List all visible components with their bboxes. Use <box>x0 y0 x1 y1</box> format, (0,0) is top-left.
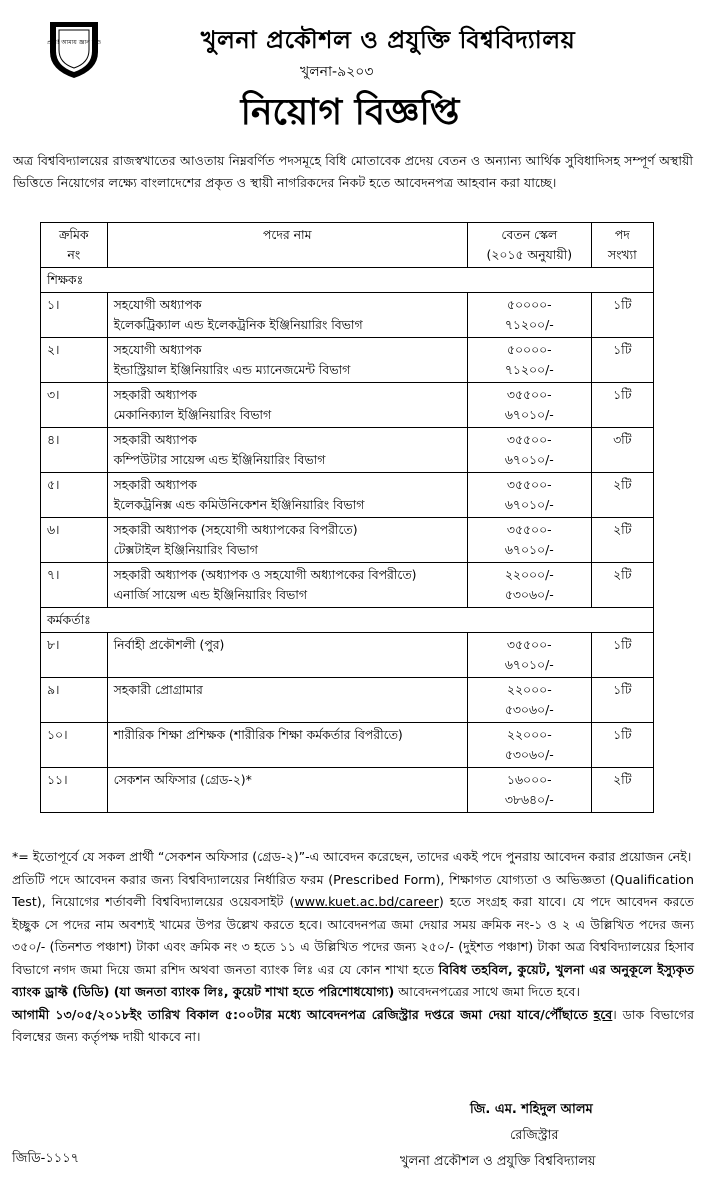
table-row: ৯। সহকারী প্রোগ্রামার ২২০০০- ৫৩০৬০/- ১টি <box>41 678 654 723</box>
footer-text <box>12 846 694 1049</box>
website-link[interactable]: www.kuet.ac.bd/career <box>294 894 439 909</box>
section-officers: কর্মকর্তাঃ <box>41 608 654 633</box>
section-teachers: শিক্ষকঃ <box>41 268 654 293</box>
signatory-name: জি. এম. শহিদুল আলম <box>470 1102 593 1117</box>
instructions-paragraph: প্রতিটি পদে আবেদন করার জন্য বিশ্ববিদ্যালয়ের নির্ধারিত ফরম (Prescribed Form), শিক্ষাগত যোগ্যতা ও অভিজ্ঞতা (Qualification Test), নিয়োগের শর্তাবলী বিশ্ববিদ্যালয়ের ওয়েবসাইট (www.kuet.ac.bd/career) হতে সংগ্রহ করা যাবে। যে পদে আবেদন করতে ইচ্ছুক সে পদের নাম অবশ্যই খামের উপর উল্লেখ করতে হবে। আবেদনপত্র জমা দেয়ার সময় ক্রমিক নং-১ ও ২ এ উল্লিখিত পদের জন্য ৩৫০/- (তিনশত পঞ্চাশ) টাকা এবং ক্রমিক নং ৩ হতে ১১ এ উল্লিখিত পদের জন্য ২৫০/- (দুইশত পঞ্চাশ) টাকা অত্র বিশ্ববিদ্যালয়ের হিসাব বিভাগে নগদ জমা দিয়ে জমা রশিদ অথবা জনতা ব্যাংক লিঃ এর যে কোন শাখা হতে বিবিধ তহবিল, কুয়েট, খুলনা এর অনুকূলে ইস্যুকৃত ব্যাংক ড্রাফ্ট (ডিডি) (যা জনতা ব্যাংক লিঃ, কুয়েট শাখা হতে পরিশোধযোগ্য) আবেদনপত্রের সাথে জমা দিতে হবে। <box>12 871 694 999</box>
logo-motto: প্রাণ্ণ! আমায় জ্ঞান দাও <box>46 39 102 46</box>
university-name: খুলনা প্রকৌশল ও প্রযুক্তি বিশ্ববিদ্যালয় <box>200 26 576 54</box>
table-header-row <box>41 223 654 268</box>
header-pay-scale: বেতন স্কেল (২০১৫ অনুযায়ী) <box>467 223 591 268</box>
intro-paragraph: অত্র বিশ্ববিদ্যালয়ের রাজস্বখাতের আওতায় নিম্নবর্ণিত পদসমূহে বিধি মোতাবেক প্রদেয় বেতন ও অন্যান্য আর্থিক সুবিধাদিসহ সম্পূর্ণ অস্থায়ী ভিত্তিতে নিয়োগের লক্ষ্যে বাংলাদেশের প্রকৃত ও স্থায়ী নাগরিকদের নিকট হতে আবেদনপত্র আহবান করা যাচ্ছে। <box>13 153 693 190</box>
notice-title: নিয়োগ বিজ্ঞপ্তি <box>240 91 460 133</box>
footnote: *= ইতোপূর্বে যে সকল প্রার্থী “সেকশন অফিসার (গ্রেড-২)”-এ আবেদন করেছেন, তাদের একই পদে পুনরায় আবেদন করার প্রয়োজন নেই। <box>12 849 692 864</box>
table-row: ৫। সহকারী অধ্যাপক ইলেকট্রনিক্স এন্ড কমিউনিকেশন ইঞ্জিনিয়ারিং বিভাগ ৩৫৫০০- ৬৭০১০/- ২টি <box>41 473 654 518</box>
table-row: ১। সহযোগী অধ্যাপক ইলেকট্রিক্যাল এন্ড ইলেকট্রনিক ইঞ্জিনিয়ারিং বিভাগ ৫০০০০- ৭১২০০/- ১টি <box>41 293 654 338</box>
header-post-name: পদের নাম <box>107 223 467 268</box>
header-quantity: পদ সংখ্যা <box>591 223 653 268</box>
table-row: ২। সহযোগী অধ্যাপক ইন্ডাস্ট্রিয়াল ইঞ্জিনিয়ারিং এন্ড ম্যানেজমেন্ট বিভাগ ৫০০০০- ৭১২০০/- ১টি <box>41 338 654 383</box>
table-row: ১০। শারীরিক শিক্ষা প্রশিক্ষক (শারীরিক শিক্ষা কর্মকর্তার বিপরীতে) ২২০০০- ৫৩০৬০/- ১টি <box>41 723 654 768</box>
posts-table <box>40 222 654 813</box>
signature-block <box>400 1097 690 1175</box>
table-row: ৮। নির্বাহী প্রকৌশলী (পুর) ৩৫৫০০- ৬৭০১০/- ১টি <box>41 633 654 678</box>
signatory-designation: রেজিস্ট্রার <box>510 1128 559 1143</box>
table-row: ৪। সহকারী অধ্যাপক কম্পিউটার সায়েন্স এন্ড ইঞ্জিনিয়ারিং বিভাগ ৩৫৫০০- ৬৭০১০/- ৩টি <box>41 428 654 473</box>
table-row: ৩। সহকারী অধ্যাপক মেকানিক্যাল ইঞ্জিনিয়ারিং বিভাগ ৩৫৫০০- ৬৭০১০/- ১টি <box>41 383 654 428</box>
table-row: ৬। সহকারী অধ্যাপক (সহযোগী অধ্যাপকের বিপরীতে) টেক্সটাইল ইঞ্জিনিয়ারিং বিভাগ ৩৫৫০০- ৬৭০১০/- ২টি <box>41 518 654 563</box>
university-address: খুলনা-৯২০৩ <box>300 64 374 80</box>
table-row: ৭। সহকারী অধ্যাপক (অধ্যাপক ও সহযোগী অধ্যাপকের বিপরীতে) এনার্জি সায়েন্স এন্ড ইঞ্জিনিয়ারিং বিভাগ ২২০০০/- ৫৩০৬০/- ২টি <box>41 563 654 608</box>
table-row: ১১। সেকশন অফিসার (গ্রেড-২)* ১৬০০০- ৩৮৬৪০/- ২টি <box>41 768 654 813</box>
signatory-university: খুলনা প্রকৌশল ও প্রযুক্তি বিশ্ববিদ্যালয় <box>400 1154 596 1169</box>
deadline-paragraph: আগামী ১৩/০৫/২০১৮ইং তারিখ বিকাল ৫:০০টার মধ্যে আবেদনপত্র রেজিস্ট্রার দপ্তরে জমা দেয়া যাবে/পৌঁছাতে হবে। ডাক বিভাগের বিলম্বের জন্য কর্তৃপক্ষ দায়ী থাকবে না। <box>12 1006 694 1044</box>
header <box>0 0 701 150</box>
header-serial: ক্রমিক নং <box>41 223 108 268</box>
reference-number: জিডি-১১১৭ <box>12 1151 80 1166</box>
university-logo-icon <box>46 18 102 80</box>
